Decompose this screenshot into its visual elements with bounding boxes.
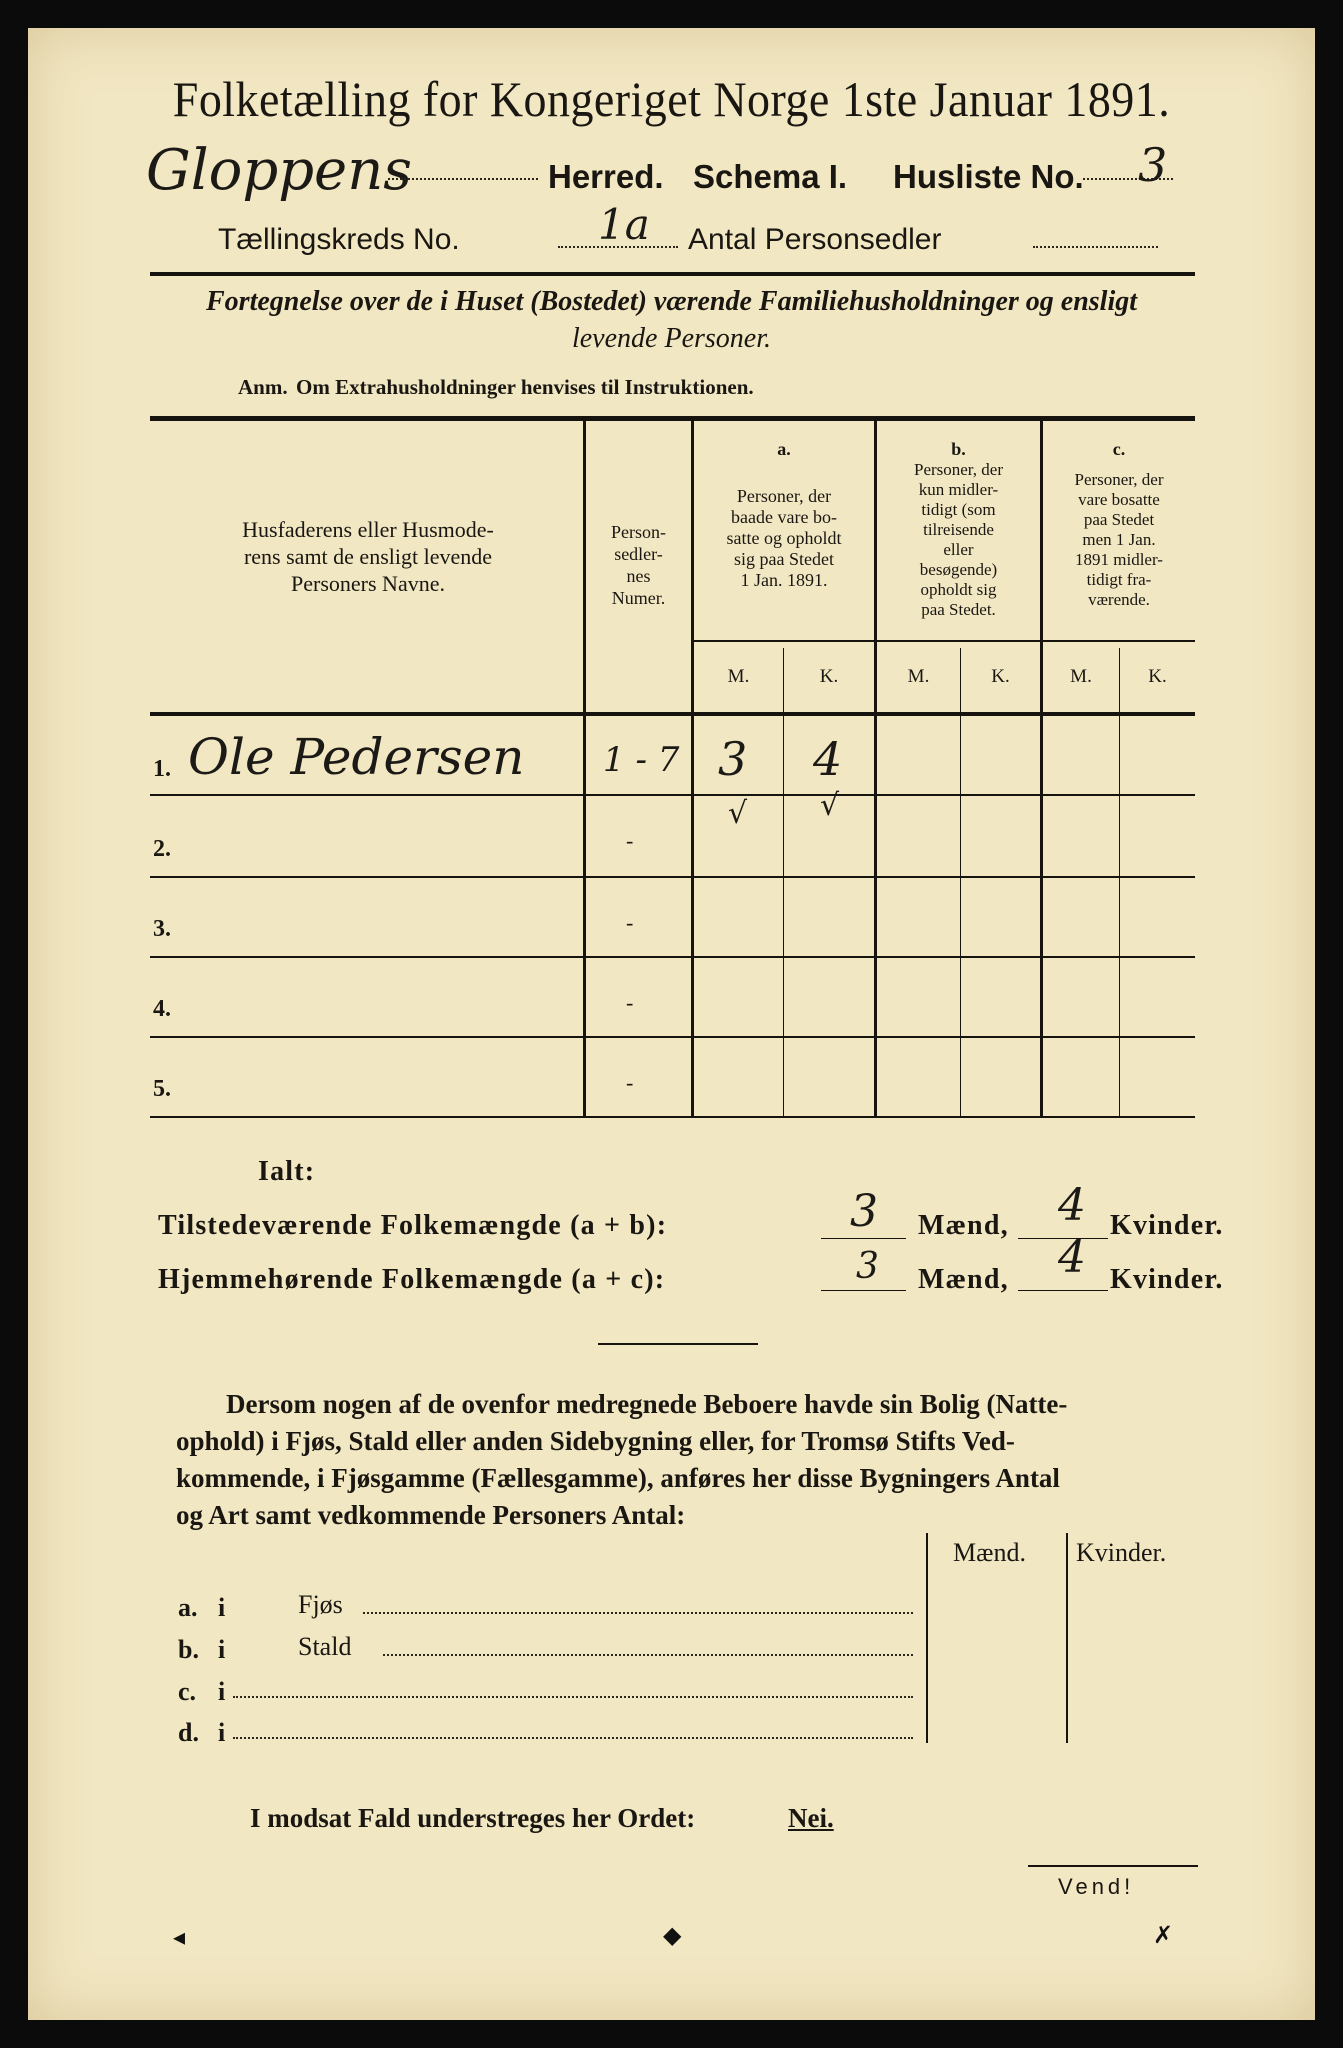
col-b-letter: b. — [951, 439, 966, 459]
building-prep: i — [218, 1677, 226, 1706]
tilstede-maend-line — [821, 1238, 906, 1239]
vend-text: Vend! — [1058, 1874, 1135, 1899]
c-k-header: K. — [1148, 666, 1167, 687]
header-rule — [150, 272, 1195, 276]
buildings-divider-1 — [926, 1533, 928, 1743]
row-number: 4. — [153, 996, 171, 1022]
table-top-rule — [150, 416, 1195, 421]
building-prep: i — [218, 1635, 226, 1664]
building-paragraph — [176, 1386, 1191, 1534]
building-prep: i — [218, 1718, 226, 1747]
building-name: Fjøs — [298, 1590, 343, 1619]
hjemme-label: Hjemmehørende Folkemængde (a + c): — [158, 1264, 666, 1295]
bottom-mark-icon: ◂ — [173, 1923, 186, 1951]
subtitle-line1: Fortegnelse over de i Huset (Bostedet) værende Familiehusholdninger og ensligt — [206, 286, 1137, 317]
col-num-header — [586, 521, 691, 609]
col-a-line: baade vare bo- — [731, 507, 837, 527]
buildings-kvinder-header: Kvinder. — [1076, 1538, 1167, 1567]
col-c-line: vare bosatte — [1078, 490, 1160, 509]
tilstede-label: Tilstedeværende Folkemængde (a + b): — [158, 1210, 668, 1241]
row-line — [150, 794, 1195, 796]
hjemme-maend-line — [821, 1290, 906, 1291]
row-name: Ole Pedersen — [188, 728, 525, 786]
col-num-line: Person- — [611, 522, 666, 542]
b-k-header: K. — [991, 666, 1010, 687]
col-b-line: besøgende) — [919, 560, 998, 579]
building-prep: i — [218, 1593, 226, 1622]
schema-label: Schema I. — [693, 158, 848, 195]
row-a-maend: 3 — [718, 732, 748, 786]
col-c-line: tidigt fra- — [1086, 570, 1152, 589]
row-line — [150, 956, 1195, 958]
subtitle-line2: levende Personer. — [571, 323, 772, 354]
tilstede-kvinder: Kvinder. — [1110, 1210, 1224, 1241]
building-letter: a. — [178, 1593, 198, 1622]
ialt-label: Ialt: — [258, 1156, 316, 1187]
col-a-header — [694, 486, 874, 591]
row-line — [150, 1036, 1195, 1038]
mk-header-rule — [694, 640, 1195, 642]
row-number: 1. — [153, 756, 171, 782]
buildings-divider-2 — [1066, 1533, 1068, 1743]
building-letter: b. — [178, 1635, 199, 1664]
row-a-maend-check: √ — [728, 796, 748, 831]
herred-dots — [388, 178, 538, 180]
buildings-maend-header: Mænd. — [953, 1538, 1026, 1567]
col-b-line: eller — [943, 540, 974, 559]
row-sedler: - — [626, 828, 634, 853]
separator-line — [598, 1343, 758, 1345]
col-a-line: sig paa Stedet — [734, 549, 834, 569]
col-a-letter: a. — [777, 439, 791, 459]
col-c-line: Personer, der — [1074, 470, 1164, 489]
col-c-line: 1891 midler- — [1075, 550, 1163, 569]
col-c-header — [1043, 470, 1195, 610]
col-b-line: tidigt (som — [921, 500, 996, 519]
building-dots — [233, 1737, 913, 1739]
col-num-line: Numer. — [611, 588, 666, 608]
anm-text: Om Extrahusholdninger henvises til Instruktionen. — [296, 375, 754, 399]
tilstede-maend-value: 3 — [850, 1186, 878, 1237]
bottom-mark-icon: ◆ — [663, 1921, 682, 1949]
bottom-mark-icon: ✗ — [1153, 1921, 1174, 1949]
paragraph-line: kommende, i Fjøsgamme (Fællesgamme), anføres her disse Bygningers Antal — [176, 1463, 1060, 1493]
paragraph-line: ophold) i Fjøs, Stald eller anden Sidebygning eller, for Tromsø Stifts Ved- — [176, 1426, 1015, 1456]
hjemme-kvinder-value: 4 — [1058, 1232, 1086, 1283]
building-dots — [233, 1696, 913, 1698]
personsedler-label: Antal Personsedler — [688, 223, 942, 256]
row-sedler: - — [626, 1070, 634, 1095]
a-m-header: M. — [727, 666, 750, 687]
col-b-line: tilreisende — [923, 520, 994, 539]
row-sedler: 1 - 7 — [603, 740, 680, 780]
husliste-label: Husliste No. — [893, 158, 1084, 195]
col-a-line: satte og opholdt — [726, 528, 842, 548]
row-line — [150, 1116, 1195, 1118]
col-name-line: rens samt de ensligt levende — [243, 544, 493, 569]
building-name: Stald — [298, 1632, 352, 1661]
tilstede-kvinder-value: 4 — [1058, 1180, 1086, 1231]
mk-divider-a — [783, 648, 784, 1118]
modsat-word: Nei. — [788, 1803, 834, 1833]
col-num-line: nes — [626, 566, 651, 586]
row-number: 2. — [153, 836, 171, 862]
row-a-kvinder: 4 — [813, 732, 843, 786]
col-c-line: værende. — [1088, 590, 1150, 609]
table-header-bottom-rule — [150, 712, 1195, 716]
col-c-line: paa Stedet — [1083, 510, 1155, 529]
paragraph-line: Dersom nogen af de ovenfor medregnede Beboere havde sin Bolig (Natte- — [226, 1389, 1068, 1419]
husliste-value: 3 — [1138, 138, 1168, 192]
building-letter: c. — [178, 1677, 197, 1706]
taellingskreds-label: Tællingskreds No. — [218, 223, 460, 256]
col-b-line: Personer, der — [913, 460, 1003, 479]
hjemme-kvinder: Kvinder. — [1110, 1264, 1224, 1295]
herred-handwritten: Gloppens — [146, 138, 412, 203]
modsat-text: I modsat Fald understreges her Ordet: — [250, 1803, 696, 1833]
row-number: 3. — [153, 916, 171, 942]
col-b-line: paa Stedet. — [921, 600, 996, 619]
row-line — [150, 876, 1195, 878]
building-dots — [383, 1654, 913, 1656]
building-letter: d. — [178, 1718, 199, 1747]
paragraph-line: og Art samt vedkommende Personers Antal: — [176, 1500, 686, 1530]
form-title: Folketælling for Kongeriget Norge 1ste Januar 1891. — [172, 71, 1171, 127]
row-number: 5. — [153, 1076, 171, 1102]
hjemme-maend: Mænd, — [918, 1264, 1009, 1295]
col-b-header — [877, 460, 1040, 620]
mk-divider-b — [960, 648, 961, 1118]
mk-divider-c — [1119, 648, 1120, 1118]
personsedler-dots — [1033, 246, 1158, 248]
col-a-line: 1 Jan. 1891. — [740, 570, 828, 590]
col-num-line: sedler- — [614, 544, 663, 564]
hjemme-kvinder-line — [1018, 1290, 1108, 1291]
taellingskreds-value: 1a — [598, 200, 650, 249]
a-k-header: K. — [819, 666, 839, 687]
row-sedler: - — [626, 990, 634, 1015]
vend-line — [1028, 1865, 1198, 1867]
anm-label: Anm. — [238, 375, 288, 399]
row-a-kvinder-check: √ — [820, 788, 840, 823]
col-b-line: kun midler- — [918, 480, 999, 499]
b-m-header: M. — [907, 666, 930, 687]
col-b-line: opholdt sig — [920, 580, 997, 599]
col-c-letter: c. — [1112, 439, 1126, 459]
col-name-line: Personers Navne. — [291, 571, 445, 596]
c-m-header: M. — [1070, 666, 1092, 687]
col-c-line: men 1 Jan. — [1082, 530, 1156, 549]
building-dots — [363, 1612, 913, 1614]
row-sedler: - — [626, 910, 634, 935]
col-name-header — [158, 516, 578, 597]
hjemme-maend-value: 3 — [856, 1246, 879, 1287]
col-a-line: Personer, der — [736, 486, 832, 506]
census-form-page — [28, 28, 1315, 2020]
tilstede-maend: Mænd, — [918, 1210, 1009, 1241]
herred-label: Herred. — [548, 158, 664, 195]
col-name-line: Husfaderens eller Husmode- — [242, 517, 494, 542]
